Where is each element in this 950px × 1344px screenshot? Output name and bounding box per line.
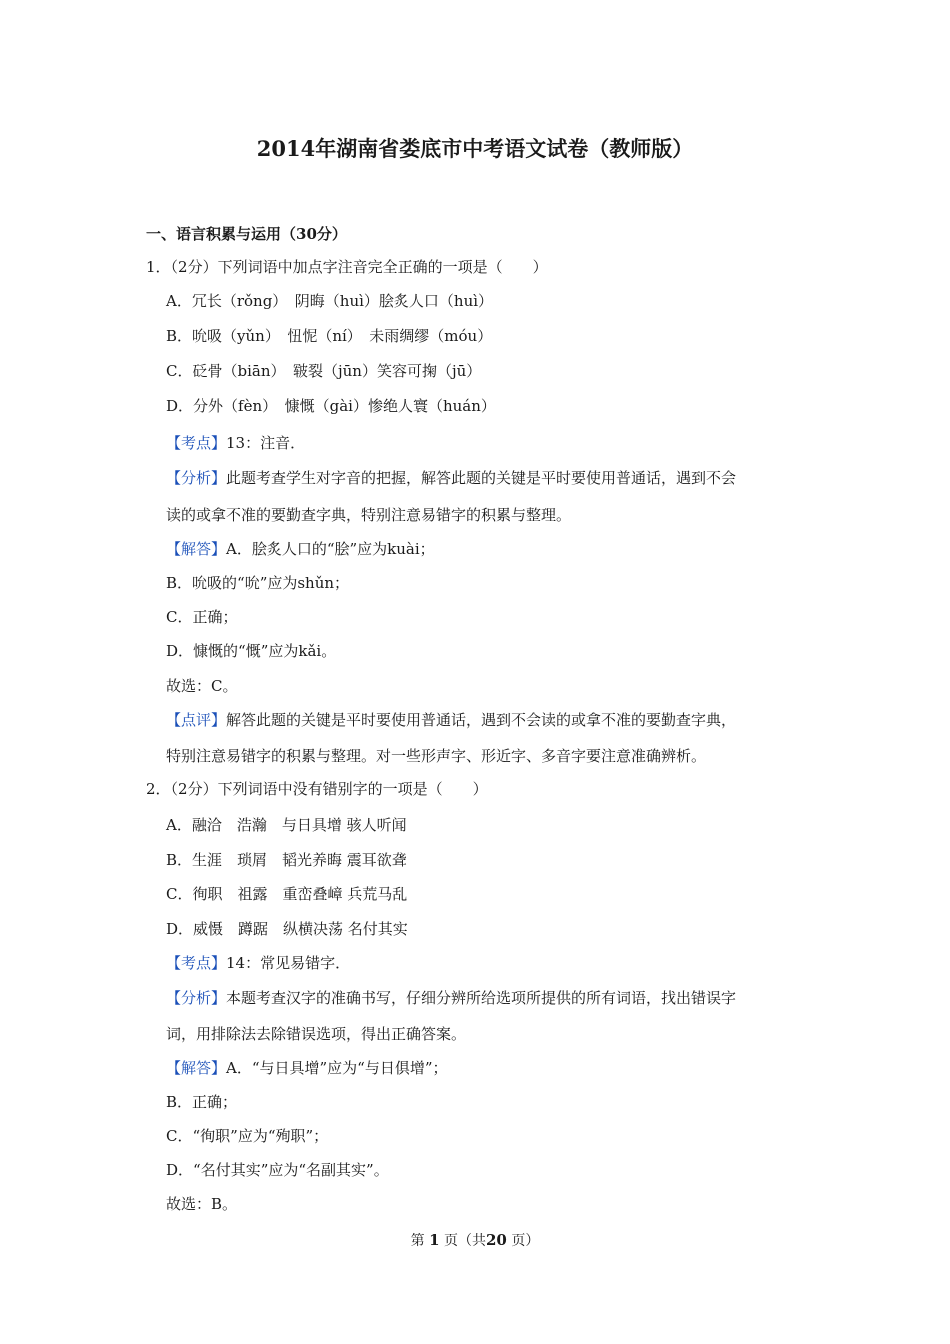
question-1-option-b: B．吮吸（yǔn） 忸怩（ní） 未雨绸缪（móu） — [166, 327, 493, 345]
footer-prefix: 第 — [410, 1233, 425, 1249]
document-title: 2014年湖南省娄底市中考语文试卷（教师版） — [256, 136, 694, 161]
question-1-fenxi-cont: 读的或拿不准的要勤查字典，特别注意易错字的积累与整理。 — [166, 506, 572, 524]
question-2-jieda-d: D．“名付其实”应为“名副其实”。 — [166, 1161, 389, 1179]
question-2-jieda — [166, 1058, 448, 1078]
fenxi-tag: 【分析】 — [166, 989, 227, 1007]
footer-total-pages: 20 — [486, 1231, 507, 1249]
question-1-jieda-d: D．慷慨的“慨”应为kǎi。 — [166, 642, 337, 660]
question-1-answer: 故选：C。 — [166, 677, 238, 695]
question-1-stem: 1．（2分）下列词语中加点字注音完全正确的一项是（ ） — [146, 258, 548, 276]
question-1-jieda — [166, 539, 435, 559]
question-1-fenxi — [166, 468, 736, 488]
footer-suffix: 页） — [511, 1233, 540, 1249]
jieda-text: A．“与日具增”应为“与日俱增”； — [226, 1059, 448, 1077]
question-2-option-b: B．生涯 琐屑 韬光养晦 震耳欲聋 — [166, 851, 407, 869]
dianping-text: 解答此题的关键是平时要使用普通话，遇到不会读的或拿不准的要勤查字典， — [226, 711, 737, 729]
footer-page-number: 1 — [429, 1231, 440, 1249]
fenxi-text: 本题考查汉字的准确书写，仔细分辨所给选项所提供的所有词语，找出错误字 — [226, 989, 737, 1007]
question-2-option-c: C．徇职 祖露 重峦叠嶂 兵荒马乱 — [166, 885, 408, 903]
jieda-tag: 【解答】 — [166, 540, 227, 558]
fenxi-text: 此题考查学生对字音的把握，解答此题的关键是平时要使用普通话，遇到不会 — [226, 469, 737, 487]
question-1-dianping — [166, 710, 736, 730]
question-1-kaodian — [166, 433, 305, 453]
kaodian-text: 14：常见易错字． — [226, 954, 351, 972]
question-1-option-d: D．分外（fèn） 慷慨（gài）惨绝人寰（huán） — [166, 397, 496, 415]
footer-middle: 页（共 — [444, 1233, 486, 1249]
kaodian-tag: 【考点】 — [166, 434, 227, 452]
dianping-tag: 【点评】 — [166, 711, 227, 729]
page-footer — [0, 1231, 950, 1250]
question-1-jieda-b: B．吮吸的“吮”应为shǔn； — [166, 574, 350, 592]
question-2-option-d: D．威慑 蹲踞 纵横决荡 名付其实 — [166, 920, 408, 938]
question-1-jieda-c: C．正确； — [166, 608, 238, 626]
kaodian-tag: 【考点】 — [166, 954, 227, 972]
question-2-answer: 故选：B。 — [166, 1195, 238, 1213]
question-2-jieda-b: B．正确； — [166, 1093, 238, 1111]
question-2-kaodian — [166, 953, 350, 973]
kaodian-text: 13：注音． — [226, 434, 306, 452]
question-2-stem: 2．（2分）下列词语中没有错别字的一项是（ ） — [146, 780, 488, 798]
jieda-text: A．脍炙人口的“脍”应为kuài； — [226, 540, 435, 558]
question-2-option-a: A．融洽 浩瀚 与日具增 骇人听闻 — [166, 816, 407, 834]
question-2-fenxi-cont: 词，用排除法去除错误选项，得出正确答案。 — [166, 1025, 467, 1043]
question-2-jieda-c: C．“徇职”应为“殉职”； — [166, 1127, 329, 1145]
jieda-tag: 【解答】 — [166, 1059, 227, 1077]
question-1-dianping-cont: 特别注意易错字的积累与整理。对一些形声字、形近字、多音字要注意准确辨析。 — [166, 747, 707, 765]
question-2-fenxi — [166, 988, 736, 1008]
section-heading: 一、语言积累与运用（30分） — [146, 225, 347, 243]
question-1-option-a: A．冗长（rǒng） 阴晦（huì）脍炙人口（huì） — [166, 292, 494, 310]
fenxi-tag: 【分析】 — [166, 469, 227, 487]
question-1-option-c: C．砭骨（biān） 皲裂（jūn）笑容可掬（jū） — [166, 362, 482, 380]
